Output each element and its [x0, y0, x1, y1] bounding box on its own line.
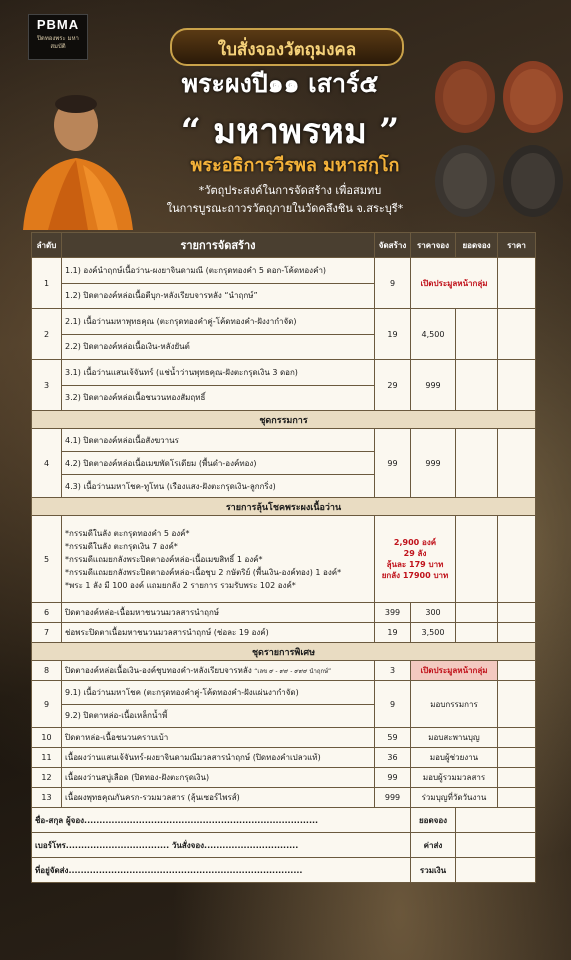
amount-cell[interactable] [498, 748, 536, 768]
monk-photo [8, 80, 138, 230]
table-row [32, 258, 536, 284]
amulet-images [430, 55, 570, 225]
lucky-item: *กรรมดีแถมยกลังพระปิดตาองค์หล่อ-เนื้อเมฆสิทธิ์ 1 องค์* [65, 554, 263, 564]
amount-cell[interactable] [498, 623, 536, 643]
table-row [32, 728, 536, 748]
order-cell[interactable] [456, 360, 498, 411]
row-qty: 36 [375, 748, 411, 768]
row-no: 2 [32, 309, 62, 360]
row-price: 3,500 [411, 623, 456, 643]
lucky-box-price: ยกลัง 17900 บาท [381, 571, 449, 580]
header-price: ราคาจอง [411, 233, 456, 258]
row-qty: 19 [375, 309, 411, 360]
row-price: 300 [411, 603, 456, 623]
row-no: 4 [32, 429, 62, 498]
order-cell[interactable] [456, 429, 498, 498]
banner-text: ใบสั่งจองวัตถุมงคล [217, 40, 357, 60]
lucky-draw-info [375, 516, 456, 603]
section-row [32, 643, 536, 661]
row-no: 1 [32, 258, 62, 309]
table-row [32, 681, 536, 705]
logo-title: PBMA [36, 17, 80, 32]
purpose-line-1: *วัตถุประสงค์ในการจัดสร้าง เพื่อสมทบ [198, 184, 382, 197]
address-field[interactable]: ที่อยู่จัดส่ง............................................................................. [32, 858, 411, 883]
table-row [32, 309, 536, 335]
amount-cell[interactable] [498, 728, 536, 748]
row-price: มอบผู้ช่วยงาน [411, 748, 498, 768]
item-text: 9.1) เนื้อว่านมหาโชค (ตะกรุดทองคำคู่-โค้ดทองคำ-ฝังแผ่นงากำจัด) [62, 681, 375, 705]
section-row [32, 498, 536, 516]
buyer-name-field[interactable]: ชื่อ-สกุล ผู้จอง............................................................................. [32, 808, 411, 833]
table-row [32, 516, 536, 603]
item-text: 9.2) ปิดตาหล่อ-เนื้อเหล็กน้ำพี้ [62, 704, 375, 728]
monk-name: พระอธิการวีรพล มหาสกฺโก [190, 155, 400, 176]
item-text: 4.2) ปิดตาองค์หล่อเนื้อเมฆพัดโรเดียม (พื้นดำ-องค์ทอง) [62, 452, 375, 475]
lucky-item: *กรรมดีในลัง ตะกรุดเงิน 7 องค์* [65, 541, 178, 551]
row-qty: 9 [375, 681, 411, 728]
amount-cell[interactable] [498, 429, 536, 498]
row-no: 12 [32, 768, 62, 788]
section-title: ชุดกรรมการ [32, 411, 536, 429]
item-text: เนื้อผงว่านแสนเจ้จันทร์-ผงยาจินดามณีมวลสารนำฤกษ์ (ปิดทองคำเปลวแท้) [62, 748, 375, 768]
row-qty: 99 [375, 429, 411, 498]
amulet-name: “ มหาพรหม ” [180, 111, 400, 152]
table-row [32, 623, 536, 643]
section-title: ชุดรายการพิเศษ [32, 643, 536, 661]
total-value-field[interactable] [456, 808, 536, 833]
row-no: 9 [32, 681, 62, 728]
lucky-draw-details [62, 516, 375, 603]
lucky-boxes: 29 ลัง [403, 549, 427, 558]
amount-cell[interactable] [498, 258, 536, 309]
item-text: ปิดตาหล่อ-เนื้อชนวนคราบเบ้า [62, 728, 375, 748]
item-text: ปิดตาองค์หล่อเนื้อเงิน-องค์ชุบทองคำ-หลังเรียบจารหลัง [65, 666, 252, 675]
row-no: 11 [32, 748, 62, 768]
order-table [31, 232, 536, 883]
table-header-row [32, 233, 536, 258]
row-price: 4,500 [411, 309, 456, 360]
item-text: 1.1) องค์นำฤกษ์เนื้อว่าน-ผงยาจินดามณี (ตะกรุดทองคำ 5 ดอก-โค้ดทองคำ) [62, 258, 375, 284]
row-qty: 59 [375, 728, 411, 748]
amount-cell[interactable] [498, 603, 536, 623]
lucky-ticket-price: ลุ้นละ 179 บาท [386, 560, 444, 569]
order-cell[interactable] [456, 309, 498, 360]
row-no: 5 [32, 516, 62, 603]
order-cell[interactable] [456, 516, 498, 603]
row-no: 6 [32, 603, 62, 623]
header-no: ลำดับ [32, 233, 62, 258]
item-text: เนื้อผงพุทธคุณกันครก-รวมมวลสาร (ลุ้นเซอร์ไพรส์) [62, 788, 375, 808]
row-price: มอบผู้รวมมวลสาร [411, 768, 498, 788]
amount-cell[interactable] [498, 309, 536, 360]
row-price: 999 [411, 429, 456, 498]
total-label: ยอดจอง [411, 808, 456, 833]
form-row [32, 808, 536, 833]
purpose-line-2: ในการบูรณะถาวรวัตถุภายในวัดคลึงชิน จ.สระบุรี* [166, 202, 404, 215]
item-text: 3.2) ปิดตาองค์หล่อเนื้อชนวนทองสัมฤทธิ์ [62, 385, 375, 411]
phone-date-field[interactable]: เบอร์โทร.................................. วันสั่งจอง............................... [32, 833, 411, 858]
item-text: 1.2) ปิดตาองค์หล่อเนื้อตีบุก-หลังเรียบจารหลัง “นำฤกษ์” [62, 283, 375, 309]
row-no: 13 [32, 788, 62, 808]
form-row [32, 858, 536, 883]
item-text: 4.3) เนื้อว่านมหาโชค-ทูโทน (เรืองแสง-ฝังตะกรุดเงิน-ลูกกริ่ง) [62, 475, 375, 498]
amount-cell[interactable] [498, 768, 536, 788]
amulet-series-title: พระผงปี๑๑ เสาร์๕ [181, 69, 379, 98]
amount-cell[interactable] [498, 661, 536, 681]
title-banner [170, 28, 404, 66]
table-row [32, 661, 536, 681]
header-order: ยอดจอง [456, 233, 498, 258]
row-no: 7 [32, 623, 62, 643]
lucky-item: *พระ 1 ลัง มี 100 องค์ แถมยกลัง 2 รายการ รวมรับพระ 102 องค์* [65, 580, 296, 590]
shipping-label: ค่าส่ง [411, 833, 456, 858]
row-no: 8 [32, 661, 62, 681]
item-text: 3.1) เนื้อว่านแสนเจ้จันทร์ (แช่น้ำว่านพุทธคุณ-ฝังตะกรุดเงิน 3 ดอก) [62, 360, 375, 386]
row-price: เปิดประมูลหน้ากลุ่ม [411, 258, 498, 309]
order-cell[interactable] [456, 623, 498, 643]
section-row [32, 411, 536, 429]
shipping-value-field[interactable] [456, 833, 536, 858]
item-text: 4.1) ปิดตาองค์หล่อเนื้อสังฆวานร [62, 429, 375, 452]
logo-subtitle: ปิดทองพระ มหาสมบัติ [37, 35, 79, 50]
table-row [32, 748, 536, 768]
header-qty: จัดสร้าง [375, 233, 411, 258]
item-text: เนื้อผงว่านสบู่เลือด (ปิดทอง-ฝังตะกรุดเงิน) [62, 768, 375, 788]
row-price: มอบสะพานบุญ [411, 728, 498, 748]
row-price: มอบกรรมการ [411, 681, 498, 728]
amount-cell[interactable] [498, 360, 536, 411]
lucky-item: *กรรมดีแถมยกลังพระปิดตาองค์หล่อ-เนื้อชุบ 2 กษัตริย์ (พื้นเงิน-องค์ทอง) 1 องค์* [65, 567, 342, 577]
row-no: 3 [32, 360, 62, 411]
item-note: “เลข ๙ - ๙๙ - ๙๙๙ นำฤกษ์” [254, 668, 332, 675]
table-row [32, 603, 536, 623]
sum-label: รวมเงิน [411, 858, 456, 883]
order-cell[interactable] [456, 603, 498, 623]
row-qty: 29 [375, 360, 411, 411]
lucky-item: *กรรมดีในลัง ตะกรุดทองคำ 5 องค์* [65, 528, 190, 538]
table-row [32, 768, 536, 788]
amount-cell[interactable] [498, 788, 536, 808]
row-qty: 3 [375, 661, 411, 681]
table-row [32, 360, 536, 386]
item-text: ปิดตาองค์หล่อ-เนื้อมหาชนวนมวลสารนำฤกษ์ [62, 603, 375, 623]
header-amount: ราคา [498, 233, 536, 258]
row-qty: 399 [375, 603, 411, 623]
row-qty: 19 [375, 623, 411, 643]
form-row [32, 833, 536, 858]
amount-cell[interactable] [498, 516, 536, 603]
row-qty: 99 [375, 768, 411, 788]
row-price: 999 [411, 360, 456, 411]
header-items: รายการจัดสร้าง [62, 233, 375, 258]
row-qty: 999 [375, 788, 411, 808]
row-price: เปิดประมูลหน้ากลุ่ม [411, 661, 498, 681]
row-price: ร่วมบุญที่วัดวันงาน [411, 788, 498, 808]
item-cell [62, 661, 375, 681]
table-row [32, 788, 536, 808]
row-qty: 9 [375, 258, 411, 309]
row-no: 10 [32, 728, 62, 748]
item-text: 2.2) ปิดตาองค์หล่อเนื้อเงิน-หลังยันต์ [62, 334, 375, 360]
pbma-logo [28, 14, 88, 60]
lucky-total: 2,900 องค์ [393, 538, 437, 547]
item-text: ช่อพระปิดตาเนื้อมหาชนวนมวลสารนำฤกษ์ (ช่อละ 19 องค์) [62, 623, 375, 643]
section-title: รายการลุ้นโชคพระผงเนื้อว่าน [32, 498, 536, 516]
amount-cell[interactable] [498, 681, 536, 728]
sum-value-field[interactable] [456, 858, 536, 883]
item-text: 2.1) เนื้อว่านมหาพุทธคุณ (ตะกรุดทองคำคู่-โค้ดทองคำ-ฝังงากำจัด) [62, 309, 375, 335]
table-row [32, 429, 536, 452]
